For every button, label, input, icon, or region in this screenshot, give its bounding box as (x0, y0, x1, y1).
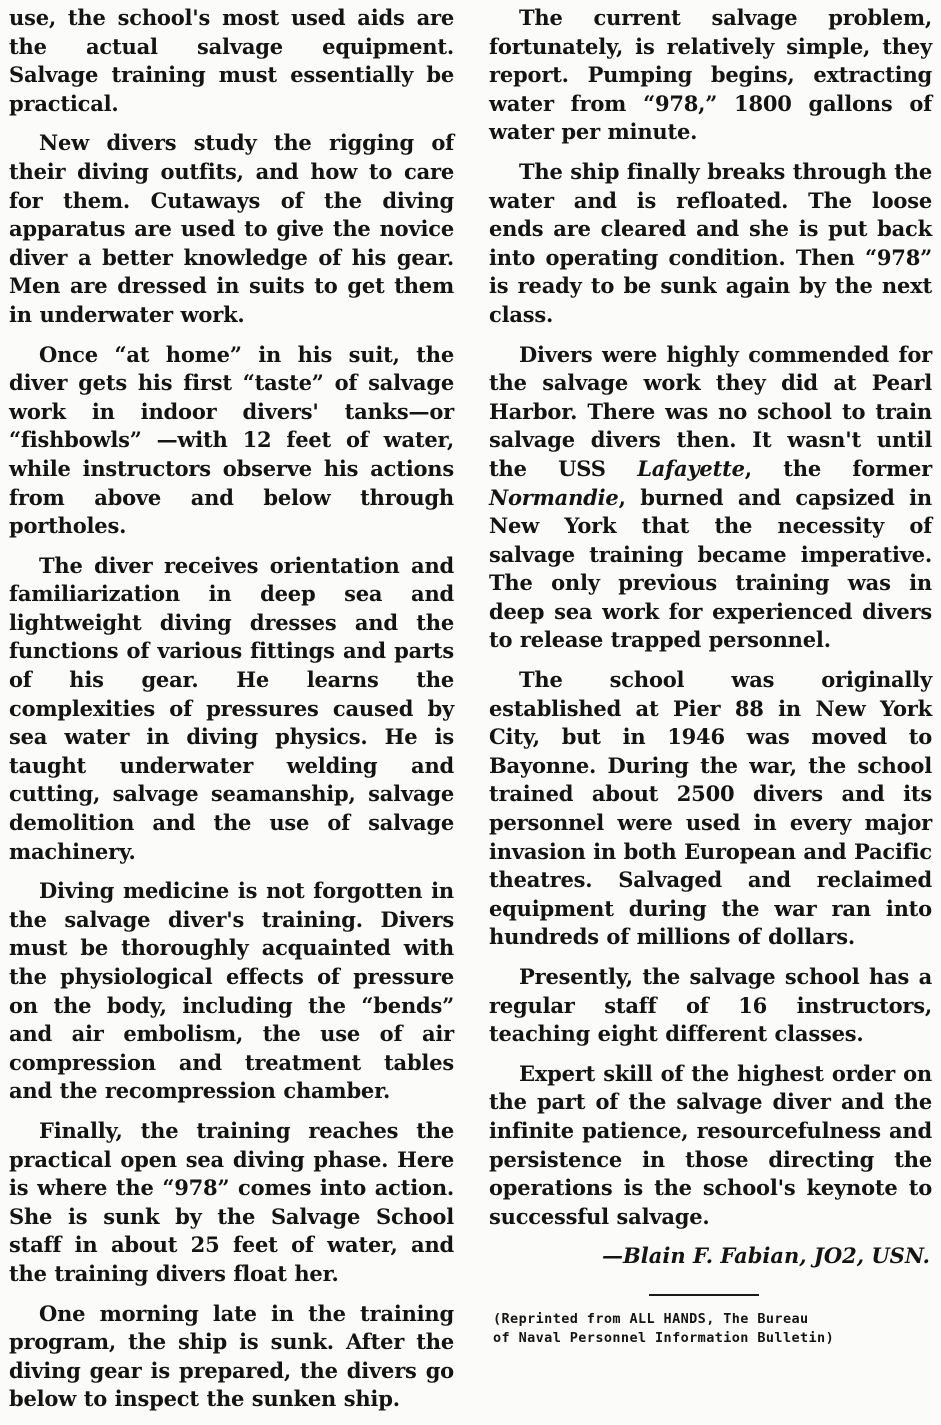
left-column (9, 4, 454, 1425)
divider (649, 1294, 759, 1296)
paragraph: Diving medicine is not forgotten in the salvage diver's training. Divers must be thoroughly acquainted with the physiological effects of pressure on the body, including the “bends” and air embolism, the use of air compression and treatment tables and the recompression chamber. (9, 878, 454, 1104)
paragraph: The current salvage problem, fortunately, is relatively simple, they report. Pumping begins, extracting water from “978,” 1800 gallons of water per minute. (489, 5, 932, 145)
ship-name: Normandie (489, 484, 619, 510)
ship-name: Lafayette (637, 455, 745, 481)
paragraph-text: , the former (744, 455, 932, 481)
paragraph: The ship finally breaks through the water and is refloated. The loose ends are cleared and she is put back into operating condition. Then “978” is ready to be sunk again by the next class. (489, 158, 932, 327)
paragraph-text: Divers were highly commended for the salvage work they did at Pearl Harbor. There was no school to train salvage divers then. It wasn't until the USS (489, 341, 932, 481)
paragraph (489, 341, 932, 656)
paragraph: Once “at home” in his suit, the diver gets his first “taste” of salvage work in indoor divers' tanks—or “fishbowls” —with 12 feet of water, while instructors observe his actions from above and below through portholes. (9, 341, 454, 539)
paragraph: New divers study the rigging of their diving outfits, and how to care for them. Cutaways of the diving apparatus are used to give the novice diver a better knowledge of his gear. Men are dressed in suits to get them in underwater work. (9, 130, 454, 327)
paragraph: The diver receives orientation and familiarization in deep sea and lightweight diving dresses and the functions of various fittings and parts of his gear. He learns the complexities of pressures caused by sea water in diving physics. He is taught underwater welding and cutting, salvage seamanship, salvage demolition and the use of salvage machinery. (9, 552, 454, 864)
paragraph: The school was originally established at Pier 88 in New York City, but in 1946 was moved to Bayonne. During the war, the school trained about 2500 divers and its personnel were used in every major invasion in both European and Pacific theatres. Salvaged and reclaimed equipment during the war ran into hundreds of millions of dollars. (489, 667, 932, 950)
paragraph: One morning late in the training program, the ship is sunk. After the diving gear is prepared, the divers go below to inspect the sunken ship. (9, 1300, 454, 1412)
reprint-note: (Reprinted from ALL HANDS, The Bureau of Naval Personnel Information Bulletin) (493, 1311, 835, 1347)
author-byline: —Blain F. Fabian, JO2, USN. (602, 1243, 930, 1269)
paragraph: use, the school's most used aids are the actual salvage equipment. Salvage training must essentially be practical. (9, 5, 454, 116)
paragraph: Presently, the salvage school has a regular staff of 16 instructors, teaching eight different classes. (489, 964, 932, 1047)
right-column (489, 4, 932, 1348)
paragraph: Finally, the training reaches the practical open sea diving phase. Here is where the “978” comes into action. She is sunk by the Salvage School staff in about 25 feet of water, and the training divers float her. (9, 1117, 454, 1286)
paragraph-text: , burned and capsized in New York that the necessity of salvage training became imperative. The only previous training was in deep sea work for experienced divers to release trapped personnel. (489, 484, 932, 653)
paragraph: Expert skill of the highest order on the part of the salvage diver and the infinite patience, resourcefulness and persistence in those directing the operations is the school's keynote to successful salvage. (489, 1060, 932, 1229)
